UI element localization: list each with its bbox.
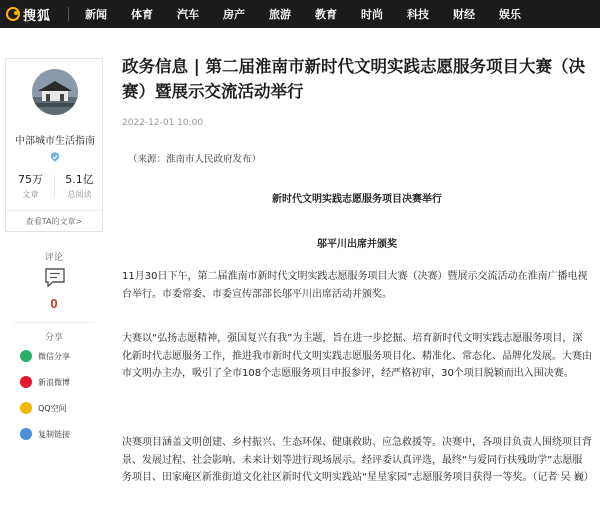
nav-divider	[68, 7, 69, 21]
wechat-icon	[20, 350, 32, 362]
link-icon	[20, 428, 32, 440]
article-title: 政务信息 | 第二届淮南市新时代文明实践志愿服务项目大赛（决赛）暨展示交流活动举行	[122, 57, 586, 101]
sidebar-divider	[14, 322, 94, 323]
nav-item-fashion[interactable]: 时尚	[361, 8, 383, 21]
qzone-icon	[20, 402, 32, 414]
weibo-icon	[20, 376, 32, 388]
article-subheading-2: 邬平川出席并颁奖	[317, 239, 397, 250]
card-divider	[6, 210, 102, 211]
comment-icon[interactable]	[44, 268, 66, 288]
sohu-logo[interactable]	[0, 0, 68, 28]
stat-value: 75万	[18, 173, 43, 186]
nav-item-education[interactable]: 教育	[315, 8, 337, 21]
comment-count[interactable]: 0	[50, 296, 58, 311]
see-all-articles-link[interactable]: 查看TA的文章>	[25, 217, 83, 226]
author-stats	[6, 171, 104, 200]
stat-articles	[6, 171, 55, 200]
author-name[interactable]: 中部城市生活指南	[15, 136, 95, 147]
article-subheading: 新时代文明实践志愿服务项目决赛举行	[272, 194, 442, 205]
nav-item-auto[interactable]: 汽车	[177, 8, 199, 21]
nav-item-news[interactable]: 新闻	[85, 8, 107, 21]
left-sidebar	[0, 28, 108, 529]
nav-item-finance[interactable]: 财经	[453, 8, 475, 21]
article-source: （来源：淮南市人民政府发布）	[128, 154, 262, 165]
stat-label: 总阅读	[67, 190, 92, 199]
channel-nav	[73, 0, 533, 28]
share-label: 分享	[44, 333, 63, 343]
avatar[interactable]	[32, 69, 78, 115]
share-wechat[interactable]	[20, 348, 70, 364]
share-weibo[interactable]	[20, 374, 70, 390]
comment-label: 评论	[44, 253, 63, 263]
stat-label: 文章	[22, 190, 39, 199]
logo-text: 搜狐	[23, 8, 52, 24]
article-paragraph: 决赛项目涵盖文明创建、乡村振兴、生态环保、健康救助、应急救援等。决赛中，各项目负责人围绕项目背景、发展过程、社会影响、未来计划等进行现场展示。经评委认真评选，最终“与爱同行扶残助学”志愿服务项目、田家庵区新淮街道文化社区新时代文明实践站“星星家园”志愿服务项目获得一等奖。（记者 吴 巍）	[122, 437, 594, 483]
nav-item-sports[interactable]: 体育	[131, 8, 153, 21]
article-paragraph: 大赛以“弘扬志愿精神，强国复兴有我”为主题，旨在进一步挖掘、培育新时代文明实践志愿服务项目，深化新时代志愿服务工作，推进我市新时代文明实践志愿服务项目化、精准化、常态化、品牌化发展。大赛由市文明办主办，吸引了全市108个志愿服务项目申报参评，经严格初审，30个项目脱颖而出入围决赛。	[122, 333, 592, 379]
author-card	[5, 58, 103, 232]
share-qzone[interactable]	[20, 400, 67, 416]
sohu-fox-icon	[6, 7, 20, 21]
share-qzone-label: QQ空间	[38, 403, 67, 413]
copy-link[interactable]	[20, 426, 70, 442]
share-weibo-label: 新浪微博	[38, 377, 70, 387]
nav-item-house[interactable]: 房产	[223, 8, 245, 21]
publish-date: 2022-12-01 10:00	[122, 118, 204, 128]
share-wechat-label: 微信分享	[38, 351, 70, 361]
stat-value: 5.1亿	[65, 173, 94, 186]
nav-item-travel[interactable]: 旅游	[269, 8, 291, 21]
nav-item-entertainment[interactable]: 娱乐	[499, 8, 521, 21]
top-nav-bar	[0, 0, 600, 28]
verified-icon	[49, 151, 61, 163]
stat-divider	[54, 175, 55, 197]
article-paragraph: 11月30日下午，第二届淮南市新时代文明实践志愿服务项目大赛（决赛）暨展示交流活动在淮南广播电视台举行。市委常委、市委宣传部部长邬平川出席活动并颁奖。	[122, 271, 588, 300]
copy-link-label: 复制链接	[38, 429, 70, 439]
stat-reads	[55, 171, 104, 200]
nav-item-tech[interactable]: 科技	[407, 8, 429, 21]
